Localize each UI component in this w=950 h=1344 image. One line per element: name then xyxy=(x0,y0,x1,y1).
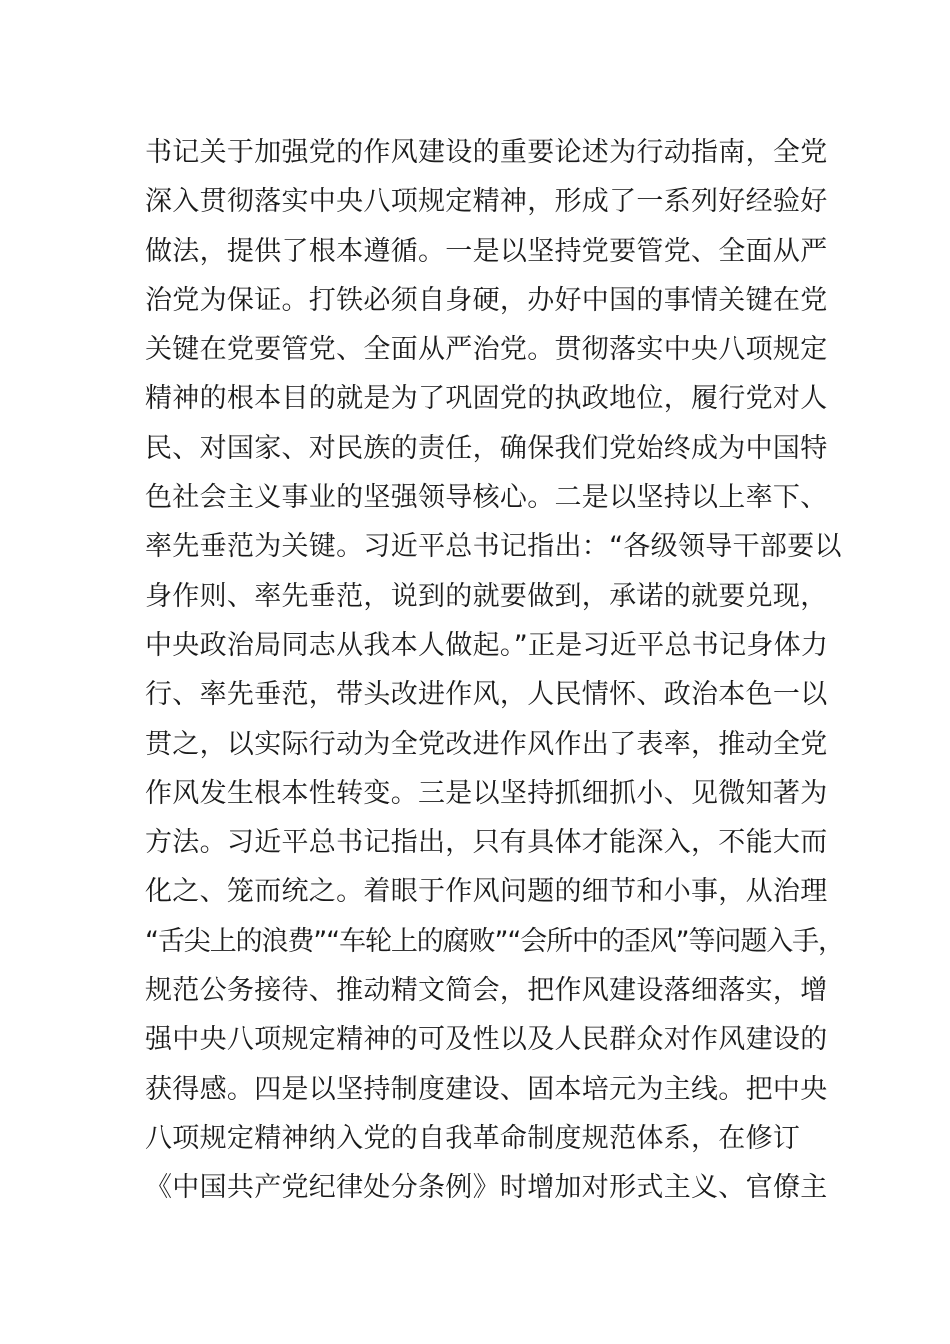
text-line: 深入贯彻落实中央八项规定精神，形成了一系列好经验好 xyxy=(145,186,828,218)
text-line: 色社会主义事业的坚强领导核心。二是以坚持以上率下、 xyxy=(145,482,828,514)
text-line: 书记关于加强党的作风建设的重要论述为行动指南，全党 xyxy=(145,137,828,168)
text-line: “舌尖上的浪费”“车轮上的腐败”“会所中的歪风”等问题入手， xyxy=(145,925,844,957)
text-line: 做法，提供了根本遵循。一是以坚持党要管党、全面从严 xyxy=(145,235,828,267)
text-line: 率先垂范为关键。习近平总书记指出：“各级领导干部要以 xyxy=(145,531,842,563)
text-line: 治党为保证。打铁必须自身硬，办好中国的事情关键在党 xyxy=(145,284,828,316)
text-line: 中央政治局同志从我本人做起。”正是习近平总书记身体力 xyxy=(145,629,829,661)
text-line: 获得感。四是以坚持制度建设、固本培元为主线。把中央 xyxy=(145,1073,828,1105)
text-line: 民、对国家、对民族的责任，确保我们党始终成为中国特 xyxy=(145,432,828,464)
text-line: 关键在党要管党、全面从严治党。贯彻落实中央八项规定 xyxy=(145,334,828,366)
text-line: 身作则、率先垂范，说到的就要做到，承诺的就要兑现， xyxy=(145,580,828,612)
text-line: 化之、笼而统之。着眼于作风问题的细节和小事，从治理 xyxy=(145,876,828,908)
text-line: 规范公务接待、推动精文简会，把作风建设落细落实，增 xyxy=(145,975,828,1007)
text-line: 贯之，以实际行动为全党改进作风作出了表率，推动全党 xyxy=(145,728,828,760)
text-line: 精神的根本目的就是为了巩固党的执政地位，履行党对人 xyxy=(145,383,828,415)
text-line: 八项规定精神纳入党的自我革命制度规范体系，在修订 xyxy=(145,1122,801,1154)
text-line: 强中央八项规定精神的可及性以及人民群众对作风建设的 xyxy=(145,1024,828,1056)
text-line: 《中国共产党纪律处分条例》时增加对形式主义、官僚主 xyxy=(145,1172,828,1204)
text-line: 方法。习近平总书记指出，只有具体才能深入，不能大而 xyxy=(145,827,828,859)
text-line: 行、率先垂范，带头改进作风，人民情怀、政治本色一以 xyxy=(145,679,828,711)
text-line: 作风发生根本性转变。三是以坚持抓细抓小、见微知著为 xyxy=(145,777,828,809)
body-text xyxy=(145,128,845,1213)
